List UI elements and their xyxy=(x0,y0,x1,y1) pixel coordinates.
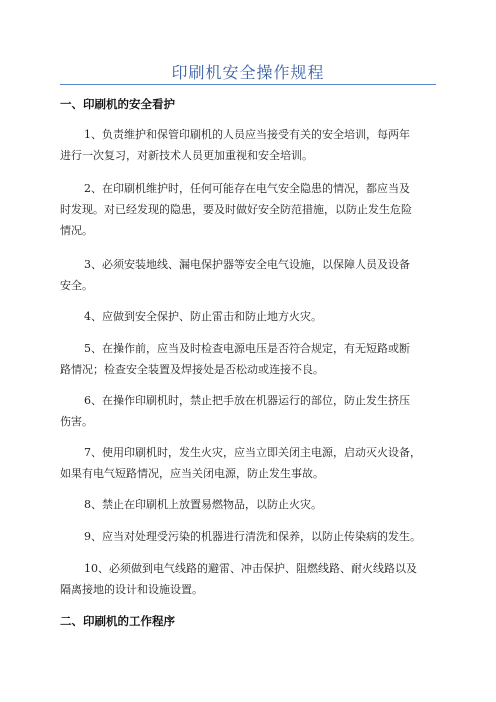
paragraph-line: 进行一次复习，对新技术人员更加重视和安全培训。 xyxy=(60,149,313,162)
section-heading-1: 一、印刷机的安全看护 xyxy=(60,97,175,111)
document-title: 印刷机安全操作规程 xyxy=(171,63,325,82)
paragraph-line: 路情况；检查安全装置及焊接处是否松动或连接不良。 xyxy=(60,363,324,376)
paragraph-line: 8、禁止在印刷机上放置易燃物品，以防止火灾。 xyxy=(84,498,322,511)
section-heading-2: 二、印刷机的工作程序 xyxy=(60,614,175,628)
paragraph-line: 情况。 xyxy=(60,224,93,237)
paragraph-line: 时发现。对已经发现的隐患，要及时做好安全防范措施，以防止发生危险 xyxy=(60,203,412,216)
paragraph-line: 3、必须安装地线、漏电保护器等安全电气设施，以保障人员及设备 xyxy=(84,258,410,271)
paragraph-line: 6、在操作印刷机时，禁止把手放在机器运行的部位，防止发生挤压 xyxy=(84,394,410,407)
paragraph-line: 1、负责维护和保管印刷机的人员应当接受有关的安全培训，每两年 xyxy=(84,128,410,141)
paragraph-line: 9、应当对处理受污染的机器进行清洗和保养，以防止传染病的发生。 xyxy=(84,530,421,543)
paragraph-item-1 xyxy=(60,124,440,166)
paragraph-line: 2、在印刷机维护时，任何可能存在电气安全隐患的情况，都应当及 xyxy=(84,182,410,195)
paragraph-item-8 xyxy=(60,494,440,515)
paragraph-line: 安全。 xyxy=(60,279,93,292)
title-underline xyxy=(60,84,436,85)
paragraph-item-2 xyxy=(60,178,440,241)
paragraph-item-3 xyxy=(60,254,440,296)
paragraph-line: 7、使用印刷机时，发生火灾，应当立即关闭主电源，启动灭火设备， xyxy=(84,446,421,459)
paragraph-item-4 xyxy=(60,306,440,327)
paragraph-line: 隔离接地的设计和设施设置。 xyxy=(60,583,203,596)
paragraph-item-9 xyxy=(60,526,440,547)
paragraph-item-6 xyxy=(60,390,440,432)
paragraph-line: 4、应做到安全保护、防止雷击和防止地方火灾。 xyxy=(84,310,322,323)
paragraph-line: 如果有电气短路情况，应当关闭电源，防止发生事故。 xyxy=(60,467,324,480)
paragraph-item-7 xyxy=(60,442,440,484)
paragraph-item-10 xyxy=(60,558,440,600)
paragraph-line: 5、在操作前，应当及时检查电源电压是否符合规定，有无短路或断 xyxy=(84,342,410,355)
paragraph-line: 10、必须做到电气线路的避雷、冲击保护、阻燃线路、耐火线路以及 xyxy=(84,562,417,575)
paragraph-line: 伤害。 xyxy=(60,415,93,428)
paragraph-item-5 xyxy=(60,338,440,380)
